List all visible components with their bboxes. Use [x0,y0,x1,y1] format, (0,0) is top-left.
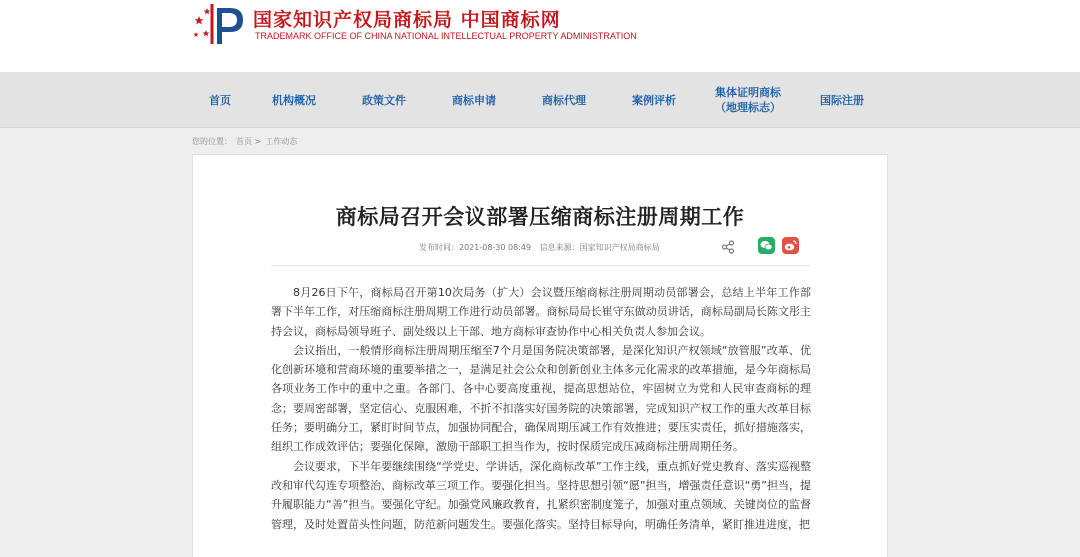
article-panel [192,154,888,557]
nav-item-international[interactable] [810,72,874,128]
breadcrumb [192,136,301,147]
nav-item-label: 国际注册 [820,93,864,107]
article-title: 商标局召开会议部署压缩商标注册周期工作 [335,205,745,229]
nav-item-label: 机构概况 [272,93,316,107]
site-name-en: TRADEMARK OFFICE OF CHINA NATIONAL INTELLECTUAL PROPERTY ADMINISTRATION [255,31,637,41]
article-paragraph: 8月26日下午，商标局召开第10次局务（扩大）会议暨压缩商标注册周期动员部署会，总结上半年工作部署下半年工作，对压缩商标注册周期工作进行动员部署。商标局局长崔守东做动员讲话，商标局副局长陈文彤主持会议，商标局领导班子、副处级以上干部、地方商标审查协作中心相关负责人参加会议。 [271,286,811,338]
share-icon[interactable] [721,239,735,253]
nav-item-label: 商标代理 [542,93,586,107]
nav-item-policy[interactable] [352,72,416,128]
nav-item-home[interactable] [198,72,242,128]
article-body [271,283,811,534]
nav-item-collective-marks[interactable] [708,72,788,128]
weibo-icon[interactable] [782,237,799,254]
site-header [0,0,1080,72]
nav-item-agency[interactable] [532,72,596,128]
wechat-icon[interactable] [758,237,775,254]
article-paragraph: 会议要求，下半年要继续围绕“学党史、学讲话，深化商标改革”工作主线，重点抓好党史教育、落实巡视整改和审代勾连专项整治、商标改革三项工作。要强化担当。坚持思想引领“愿”担当，增强责任意识“勇”担当，提升履职能力“善”担当。要强化守纪。加强党风廉政教育，扎紧织密制度笼子，加强对重点领域、关键岗位的监督管理，及时处置苗头性问题，防范新问题发生。要强化落实。坚持目标导向，明确任务清单，紧盯推进进度，把 [271,459,811,531]
site-name-cn: 国家知识产权局商标局 中国商标网 [253,9,561,31]
breadcrumb-current-link[interactable]: 工作动态 [265,137,298,146]
nav-item-sublabel: （地理标志） [715,101,781,114]
article-paragraph: 会议指出，一般情形商标注册周期压缩至7个月是国务院决策部署，是深化知识产权领域“放管服”改革、优化创新环境和营商环境的重要举措之一，是满足社会公众和创新创业主体多元化需求的改革措施，是今年商标局各项业务工作中的重中之重。各部门、各中心要高度重视，提高思想站位，牢固树立为党和人民审查商标的理念；要周密部署，坚定信心、克服困难，不折不扣落实好国务院的决策部署，完成知识产权工作的重大改革目标任务；要明确分工，紧盯时间节点，加强协同配合，确保周期压减工作有效推进；要压实责任，抓好措施落实，组织工作成效评估；要强化保障，激励干部职工担当作为，按时保质完成压减商标注册周期任务。 [271,343,811,454]
nav-item-about[interactable] [262,72,326,128]
nav-item-label: 商标申请 [452,93,496,107]
nav-item-label: 首页 [209,93,231,107]
title-divider [271,265,811,266]
main-nav [0,72,1080,128]
nav-item-cases[interactable] [622,72,686,128]
nav-item-label: 集体证明商标 [715,86,781,99]
nav-item-label: 政策文件 [362,93,406,107]
nav-item-application[interactable] [442,72,506,128]
publish-time: 发布时间：2021-08-30 08:49 [419,243,532,252]
article-meta [419,242,660,253]
breadcrumb-home-link[interactable]: 首页 > [236,137,262,146]
cnipa-logo[interactable] [190,2,248,46]
nav-item-label: 案例评析 [632,93,676,107]
breadcrumb-prefix: 您的位置： [192,137,232,146]
article-source: 信息来源：国家知识产权局商标局 [539,243,660,252]
